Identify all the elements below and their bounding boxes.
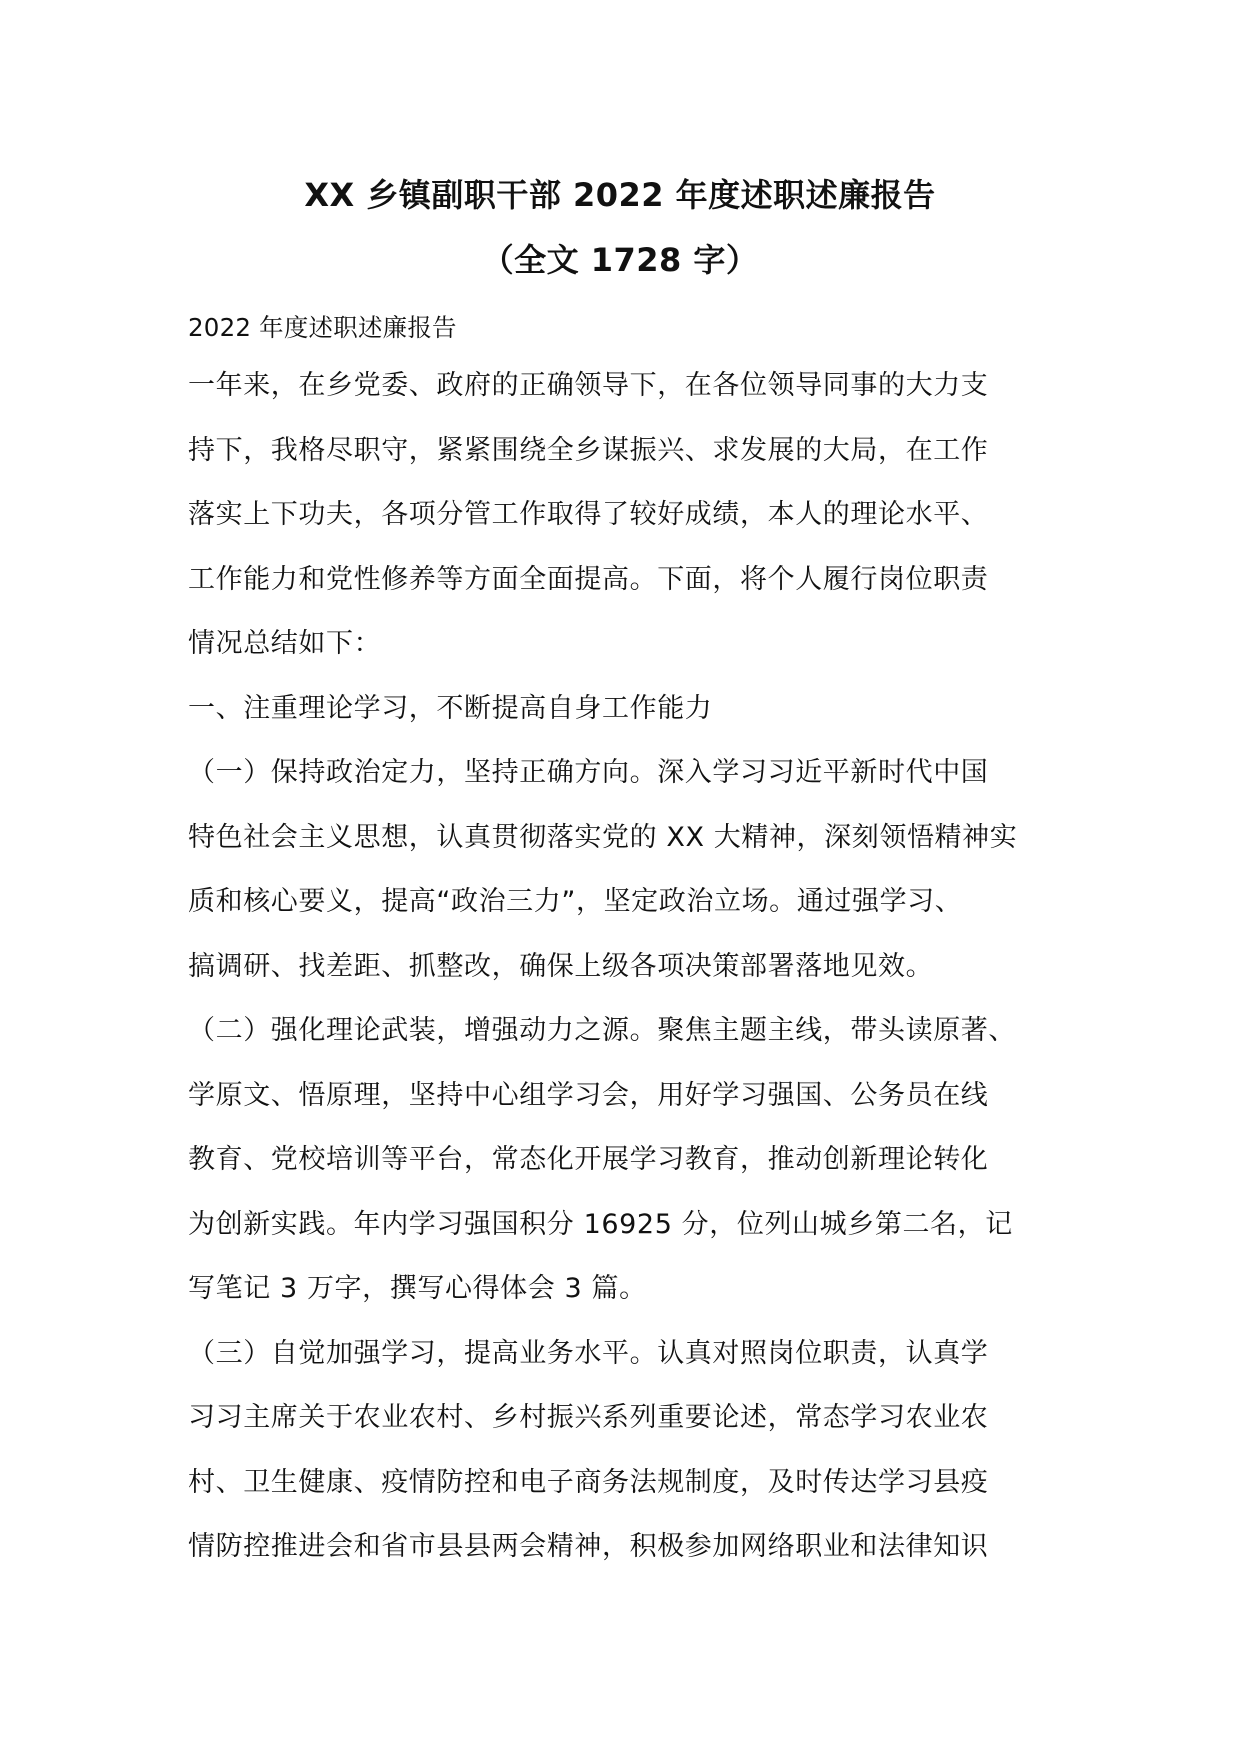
body-line: 情防控推进会和省市县县两会精神，积极参加网络职业和法律知识: [188, 1531, 989, 1562]
body-line: 村、卫生健康、疫情防控和电子商务法规制度，及时传达学习县疫: [188, 1466, 989, 1498]
document-word-count: （全文 1728 字）: [481, 241, 759, 279]
body-line: 搞调研、找差距、抓整改，确保上级各项决策部署落地见效。: [188, 950, 934, 982]
document-title: XX 乡镇副职干部 2022 年度述职述廉报告: [304, 176, 936, 214]
body-line: 工作能力和党性修养等方面全面提高。下面，将个人履行岗位职责: [188, 563, 989, 595]
body-line: （二）强化理论武装，增强动力之源。聚焦主题主线，带头读原著、: [188, 1015, 1016, 1046]
body-line: （三）自觉加强学习，提高业务水平。认真对照岗位职责，认真学: [188, 1337, 989, 1369]
body-line: （一）保持政治定力，坚持正确方向。深入学习习近平新时代中国: [188, 757, 989, 788]
body-line: 特色社会主义思想，认真贯彻落实党的 XX 大精神，深刻领悟精神实: [188, 821, 1018, 853]
body-line: 为创新实践。年内学习强国积分 16925 分，位列山城乡第二名，记: [188, 1208, 1013, 1240]
body-line: 一年来，在乡党委、政府的正确领导下，在各位领导同事的大力支: [188, 370, 989, 401]
body-line: 习习主席关于农业农村、乡村振兴系列重要论述，常态学习农业农: [188, 1402, 989, 1433]
body-line: 质和核心要义，提高“政治三力”，坚定政治立场。通过强学习、: [188, 886, 963, 917]
body-line: 情况总结如下：: [188, 628, 382, 659]
body-line: 写笔记 3 万字，撰写心得体会 3 篇。: [188, 1273, 647, 1304]
body-line: 教育、党校培训等平台，常态化开展学习教育，推动创新理论转化: [188, 1144, 989, 1175]
body-line: 持下，我格尽职守，紧紧围绕全乡谋振兴、求发展的大局，在工作: [188, 434, 989, 466]
report-subtitle: 2022 年度述职述廉报告: [188, 313, 457, 342]
body-line: 学原文、悟原理，坚持中心组学习会，用好学习强国、公务员在线: [188, 1079, 989, 1111]
body-line: 落实上下功夫，各项分管工作取得了较好成绩，本人的理论水平、: [188, 499, 989, 530]
document-body: [188, 307, 1078, 1591]
section-heading: 一、注重理论学习，不断提高自身工作能力: [188, 692, 713, 724]
